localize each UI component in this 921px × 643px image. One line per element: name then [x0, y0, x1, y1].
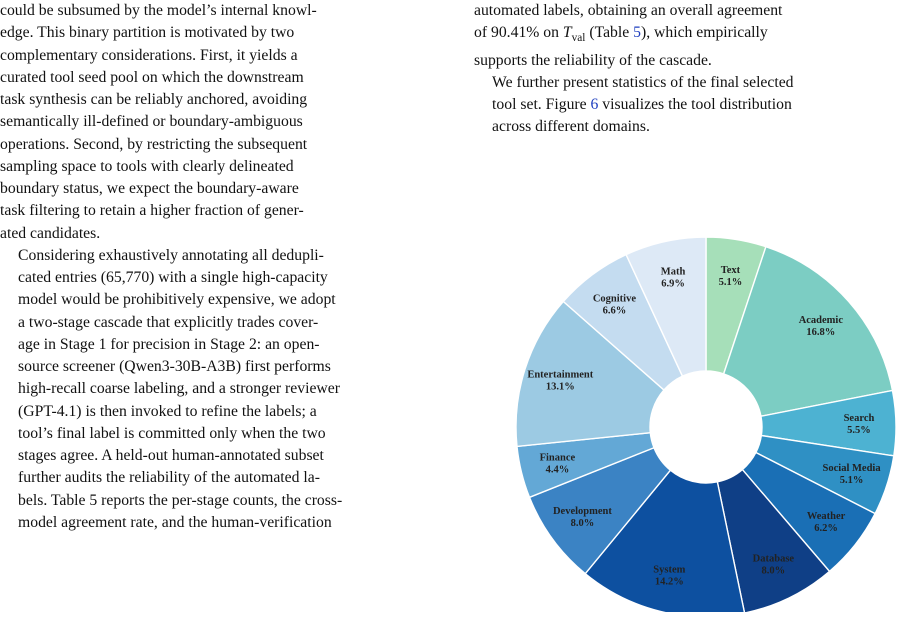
text-line: (GPT-4.1) is then invoked to refine the labels; a: [18, 402, 317, 420]
slice-percent-label: 5.1%: [718, 276, 743, 288]
slice-label: Cognitive: [592, 293, 637, 305]
slice-label: Academic: [798, 314, 844, 326]
text-line: cated entries (65,770) with a single high-capacity: [18, 269, 328, 286]
text-span: visualizes the tool distribution: [598, 96, 792, 114]
text-line: boundary status, we expect the boundary-aware: [0, 180, 299, 197]
table-ref-link[interactable]: 5: [633, 24, 641, 42]
donut-hole: [650, 371, 762, 483]
text-line: model agreement rate, and the human-verification: [18, 513, 332, 531]
text-line: [474, 22, 917, 49]
slice-percent-label: 5.5%: [847, 424, 871, 436]
slice-percent-label: 6.2%: [814, 522, 838, 534]
left-column: [0, 0, 434, 534]
text-line: semantically ill-defined or boundary-ambiguous: [0, 113, 303, 131]
paragraph: [0, 0, 434, 245]
text-span: (Table: [585, 24, 634, 42]
paragraph-statistics: [474, 72, 917, 139]
text-line: could be subsumed by the model’s internal knowl-: [0, 2, 317, 19]
slice-label: Finance: [539, 452, 576, 464]
slice-percent-label: 8.0%: [761, 565, 786, 577]
math-subscript: val: [571, 32, 586, 45]
slice-percent-label: 6.6%: [602, 305, 627, 317]
slice-label: Weather: [806, 510, 846, 522]
figure-ref-link[interactable]: 6: [590, 96, 599, 114]
text-line: complementary considerations. First, it yields a: [0, 46, 298, 64]
text-line: curated tool seed pool on which the downstream: [0, 68, 304, 86]
paragraph: [0, 245, 434, 534]
text-line: source screener (Qwen3-30B-A3B) first performs: [18, 358, 331, 375]
slice-label: Social Media: [822, 463, 881, 475]
donut-chart-svg: [484, 232, 919, 612]
paragraph-agreement: [474, 0, 917, 72]
math-letter: T: [562, 24, 572, 42]
slice-label: Development: [552, 506, 612, 518]
slice-percent-label: 8.0%: [570, 518, 595, 530]
text-span: ), which empirically: [640, 24, 768, 42]
slice-label: Math: [660, 266, 686, 278]
slice-label: Database: [752, 553, 795, 565]
slice-percent-label: 13.1%: [545, 381, 575, 393]
slice-label: System: [653, 564, 686, 576]
text-line: a two-stage cascade that explicitly trades cover-: [18, 313, 319, 331]
text-line: Considering exhaustively annotating all dedupli-: [18, 246, 324, 264]
text-line: across different domains.: [492, 118, 650, 136]
text-line: age in Stage 1 for precision in Stage 2: an open-: [18, 335, 320, 353]
slice-percent-label: 6.9%: [661, 278, 685, 290]
slice-percent-label: 5.1%: [839, 475, 864, 487]
text-span: tool set. Figure: [492, 96, 591, 114]
text-line: further audits the reliability of the automated la-: [18, 469, 320, 487]
text-line: edge. This binary partition is motivated by two: [0, 24, 295, 42]
text-line: automated labels, obtaining an overall agreement: [474, 2, 783, 19]
right-column: [474, 0, 917, 139]
slice-label: Search: [843, 412, 875, 424]
slice-label: Text: [720, 264, 741, 276]
domain-distribution-chart: [484, 232, 919, 612]
text-line: model would be prohibitively expensive, we adopt: [18, 291, 336, 309]
text-span: of 90.41% on: [474, 24, 563, 42]
text-line: task synthesis can be reliably anchored, avoiding: [0, 91, 308, 108]
text-line: supports the reliability of the cascade.: [474, 51, 712, 69]
slice-percent-label: 16.8%: [806, 326, 836, 338]
text-line: [474, 94, 917, 116]
slice-percent-label: 4.4%: [545, 464, 570, 476]
slice-label: Entertainment: [527, 369, 594, 381]
text-line: ated candidates.: [0, 224, 101, 242]
text-line: operations. Second, by restricting the subsequent: [0, 135, 308, 153]
text-line: We further present statistics of the final selected: [492, 73, 794, 91]
math-symbol: [562, 24, 586, 45]
text-line: high-recall coarse labeling, and a stronger reviewer: [18, 380, 340, 398]
text-line: stages agree. A held-out human-annotated subset: [18, 447, 324, 464]
text-line: bels. Table 5 reports the per-stage counts, the cross-: [18, 491, 343, 509]
text-line: sampling space to tools with clearly delineated: [0, 157, 294, 175]
text-line: tool’s final label is committed only when the two: [18, 424, 326, 442]
slice-percent-label: 14.2%: [654, 576, 684, 588]
text-line: task filtering to retain a higher fraction of gener-: [0, 202, 304, 220]
